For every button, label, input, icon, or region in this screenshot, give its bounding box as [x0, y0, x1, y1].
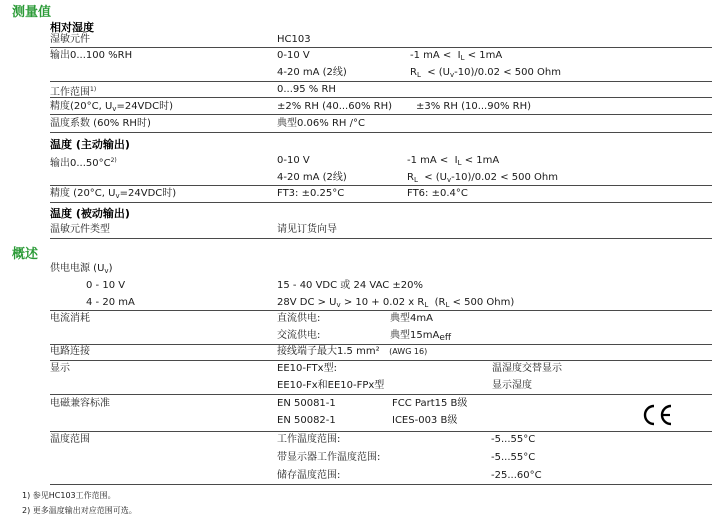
emc-value-2: EN 50082-1: [277, 415, 336, 426]
temp-range-label: 温度范围: [50, 434, 90, 445]
temp-work-label: 工作温度范围:: [277, 434, 341, 445]
humidity-output-1-limit: -1 mA < $I_L < 1mA$: [410, 50, 503, 62]
emc-value-1: EN 50081-1: [277, 398, 336, 409]
consumption-label: 电流消耗: [50, 313, 90, 324]
humidity-sensor-value: HC103: [277, 34, 311, 45]
temp-storage-label: 储存温度范围:: [277, 470, 341, 481]
divider: [50, 310, 712, 311]
humidity-output-label: 输出0...100 %RH: [50, 50, 133, 61]
temp-passive-sensor-label: 温敏元件类型: [50, 224, 110, 235]
divider: [50, 97, 712, 98]
humidity-temp-coefficient-value: 典型0.06% RH /°C: [277, 118, 365, 129]
divider: [50, 484, 712, 485]
temp-passive-sensor-value: 请见订货向导: [277, 224, 337, 235]
consumption-ac-value: 典型$15mA_{eff}$: [390, 330, 452, 343]
display-value-1-right: 温湿度交替显示: [492, 363, 562, 374]
temp-active-output-label: 输出$0...50^\circ C^{2)}$: [50, 157, 117, 169]
temp-active-output-2-limit: $R_L < (U_v-10)/0.02 < 500$ Ohm: [407, 172, 558, 184]
display-value-2: EE10-Fx和EE10-FPx型: [277, 380, 385, 391]
supply-420-value: 28V DC > $U_v > 10 + 0.02$ x $R_L$ ($R_L < 500$ Ohm): [277, 297, 515, 309]
humidity-working-range-value: 0...95 % RH: [277, 84, 336, 95]
supply-010-label: 0 - 10 V: [86, 280, 126, 291]
humidity-accuracy-label: 精度(20°C, $U_v=24VDC$时): [50, 101, 173, 113]
display-label: 显示: [50, 363, 70, 374]
divider: [50, 47, 712, 48]
temp-storage-value: -25...60°C: [491, 470, 542, 481]
humidity-accuracy-value-2: ±3% RH (10...90% RH): [416, 101, 532, 112]
emc-value-2-right: ICES-003 B级: [392, 415, 458, 426]
divider: [50, 360, 712, 361]
temp-display-value: -5...55°C: [491, 452, 536, 463]
humidity-working-range-label: 工作范围$^{1)}$: [50, 86, 97, 98]
divider: [50, 202, 712, 203]
emc-label: 电磁兼容标准: [50, 398, 110, 409]
consumption-dc-value: 典型4mA: [390, 313, 433, 324]
divider: [50, 81, 712, 82]
consumption-ac-label: 交流供电:: [277, 330, 321, 341]
display-value-1: EE10-FTx型:: [277, 363, 337, 374]
connection-label: 电路连接: [50, 346, 90, 357]
display-value-2-right: 显示湿度: [492, 380, 532, 391]
footnote-2: 2) 更多温度输出对应范围可选。: [22, 506, 137, 515]
ce-mark-icon: [640, 401, 674, 429]
temp-work-value: -5...55°C: [491, 434, 536, 445]
temp-active-accuracy-value-1: FT3: ±0.25°C: [277, 188, 345, 199]
consumption-dc-label: 直流供电:: [277, 313, 321, 324]
humidity-output-2-limit: $R_L < (U_v-10)/0.02 < 500$ Ohm: [410, 67, 561, 79]
supply-420-label: 4 - 20 mA: [86, 297, 135, 308]
supply-label: 供电电源 $(U_v)$: [50, 263, 113, 275]
divider: [50, 431, 712, 432]
temp-active-output-1-value: 0-10 V: [277, 155, 310, 166]
section-title-measurement: 测量值: [12, 5, 52, 20]
humidity-accuracy-value-1: ±2% RH (40...60% RH): [277, 101, 393, 112]
divider: [50, 238, 712, 239]
temp-active-title: 温度 (主动输出): [50, 138, 130, 151]
humidity-temp-coefficient-label: 温度系数 (60% RH时): [50, 118, 151, 129]
divider: [50, 344, 712, 345]
temp-display-label: 带显示器工作温度范围:: [277, 452, 381, 463]
divider: [50, 114, 712, 115]
divider: [50, 132, 712, 133]
connection-value: 接线端子最大1.5 mm² (AWG 16): [277, 346, 428, 357]
temp-active-output-2-value: 4-20 mA (2线): [277, 172, 347, 183]
humidity-sensor-label: 湿敏元件: [50, 34, 90, 45]
divider: [50, 185, 712, 186]
emc-value-1-right: FCC Part15 B级: [392, 398, 468, 409]
section-title-overview: 概述: [12, 247, 39, 262]
divider: [50, 394, 712, 395]
temp-active-accuracy-value-2: FT6: ±0.4°C: [407, 188, 468, 199]
humidity-output-1-value: 0-10 V: [277, 50, 310, 61]
temp-passive-title: 温度 (被动输出): [50, 207, 130, 220]
footnote-1: 1) 参见HC103工作范围。: [22, 491, 116, 500]
supply-010-value: 15 - 40 VDC 或 24 VAC ±20%: [277, 280, 424, 291]
humidity-title: 相对湿度: [50, 21, 94, 34]
humidity-output-2-value: 4-20 mA (2线): [277, 67, 347, 78]
temp-active-accuracy-label: 精度 (20°C, $U_v=24VDC$时): [50, 188, 177, 200]
temp-active-output-1-limit: -1 mA < $I_L < 1mA$: [407, 155, 500, 167]
